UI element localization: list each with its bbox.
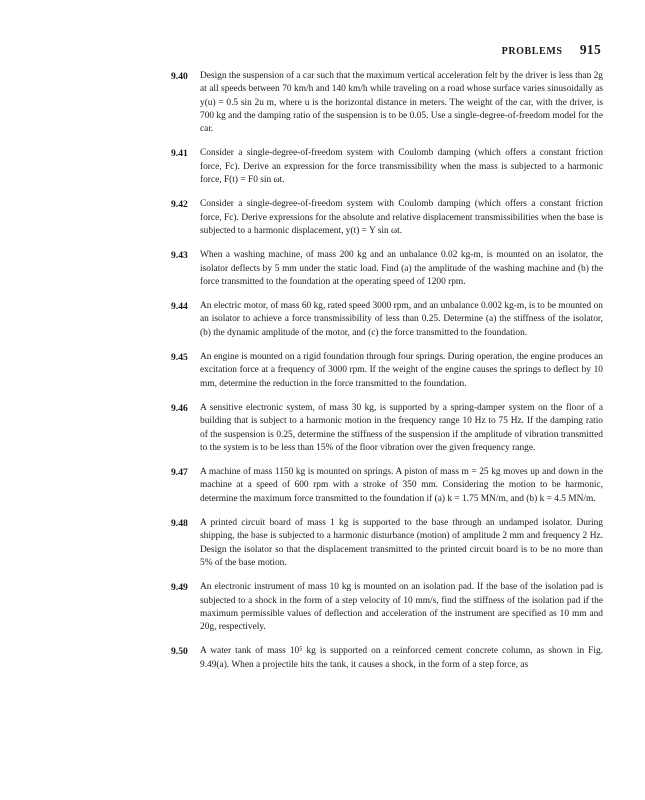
problem-number: 9.46 bbox=[171, 402, 188, 414]
problem-number: 9.45 bbox=[171, 352, 188, 364]
page-number: 915 bbox=[579, 42, 601, 57]
problem-text: A printed circuit board of mass 1 kg is supported to the base through an undamped isolator. During shipping, the base is subjected to a harmonic disturbance (motion) of amplitude 2 mm and frequency 2 Hz. Design the isolator so that the displacement transmitted to the printed circuit board is to be no more than 5% of the base motion. bbox=[200, 518, 603, 568]
problem-item bbox=[171, 517, 603, 570]
problem-list bbox=[171, 70, 603, 672]
problem-number: 9.48 bbox=[171, 518, 188, 530]
problem-item bbox=[171, 351, 603, 391]
problem-text: A machine of mass 1150 kg is mounted on springs. A piston of mass m = 25 kg moves up and down in the machine at a speed of 600 rpm with a stroke of 350 mm. Considering the motion to be harmonic, determine the maximum force transmitted to the foundation if (a) k = 1.75 MN/m, and (b) k = 4.5 MN/m. bbox=[200, 467, 603, 504]
problem-item bbox=[171, 300, 603, 340]
problem-item bbox=[171, 466, 603, 506]
problem-number: 9.50 bbox=[171, 646, 188, 658]
problem-item bbox=[171, 198, 603, 238]
problem-number: 9.44 bbox=[171, 301, 188, 313]
problem-text: An engine is mounted on a rigid foundation through four springs. During operation, the engine produces an excitation force at a frequency of 3000 rpm. If the weight of the engine causes the springs to deflect by 10 mm, determine the reduction in the force transmitted to the foundation. bbox=[200, 352, 603, 389]
problem-text: Consider a single-degree-of-freedom system with Coulomb damping (which offers a constant friction force, Fc). Derive expressions for the absolute and relative displacement transmissibilities when the base is subjected to a harmonic displacement, y(t) = Y sin ωt. bbox=[200, 199, 603, 236]
problem-item bbox=[171, 249, 603, 289]
problem-number: 9.47 bbox=[171, 467, 188, 479]
problem-number: 9.49 bbox=[171, 582, 188, 594]
problem-item bbox=[171, 402, 603, 455]
problem-text: An electronic instrument of mass 10 kg is mounted on an isolation pad. If the base of the isolation pad is subjected to a shock in the form of a step velocity of 10 mm/s, find the stiffness of the isolation pad if the maximum permissible values of deflection and acceleration of the instrument are specified as 10 mm and 20g, respectively. bbox=[200, 582, 603, 633]
problem-item bbox=[171, 581, 603, 634]
problem-text: Consider a single-degree-of-freedom system with Coulomb damping (which offers a constant friction force, Fc). Derive an expression for the force transmissibility when the mass is subjected to a harmonic force, F(t) = F0 sin ωt. bbox=[200, 148, 603, 186]
problem-text: A sensitive electronic system, of mass 30 kg, is supported by a spring-damper system on the floor of a building that is subject to a harmonic motion in the frequency range 10 Hz to 75 Hz. If the damping ratio of the suspension is 0.25, determine the stiffness of the suspension if the amplitude of vibration transmitted to the system is to be less than 15% of the floor vibration over the given frequency range. bbox=[200, 402, 603, 453]
problem-text: Design the suspension of a car such that the maximum vertical acceleration felt by the driver is less than 2g at all speeds between 70 km/h and 140 km/h while traveling on a road whose surface varies sinusoidally as y(u) = 0.5 sin 2u m, where u is the horizontal distance in meters. The weight of the car, with the driver, is 700 kg and the damping ratio of the suspension is to be 0.05. Use a single-degree-of-freedom model for the car. bbox=[200, 71, 603, 135]
problem-number: 9.42 bbox=[171, 199, 188, 211]
problem-item bbox=[171, 147, 603, 187]
problem-item bbox=[171, 70, 603, 136]
problem-number: 9.41 bbox=[171, 148, 188, 160]
problem-number: 9.40 bbox=[171, 71, 188, 82]
problem-item bbox=[171, 645, 603, 672]
problem-text: An electric motor, of mass 60 kg, rated speed 3000 rpm, and an unbalance 0.002 kg-m, is to be mounted on an isolator to achieve a force transmissibility of less than 0.25. Determine (a) the stiffness of the isolator, (b) the dynamic amplitude of the motor, and (c) the force transmitted to the foundation. bbox=[200, 301, 603, 338]
section-title: PROBLEMS bbox=[501, 46, 563, 57]
problem-number: 9.43 bbox=[171, 250, 188, 262]
problem-text: A water tank of mass 10⁵ kg is supported on a reinforced cement concrete column, as shown in Fig. 9.49(a). When a projectile hits the tank, it causes a shock, in the form of a step force, as bbox=[200, 646, 603, 670]
problem-text: When a washing machine, of mass 200 kg and an unbalance 0.02 kg-m, is mounted on an isolator, the isolator deflects by 5 mm under the static load. Find (a) the amplitude of the washing machine and (b) the force transmitted to the foundation at the operating speed of 1200 rpm. bbox=[200, 250, 603, 287]
running-header bbox=[170, 42, 601, 58]
